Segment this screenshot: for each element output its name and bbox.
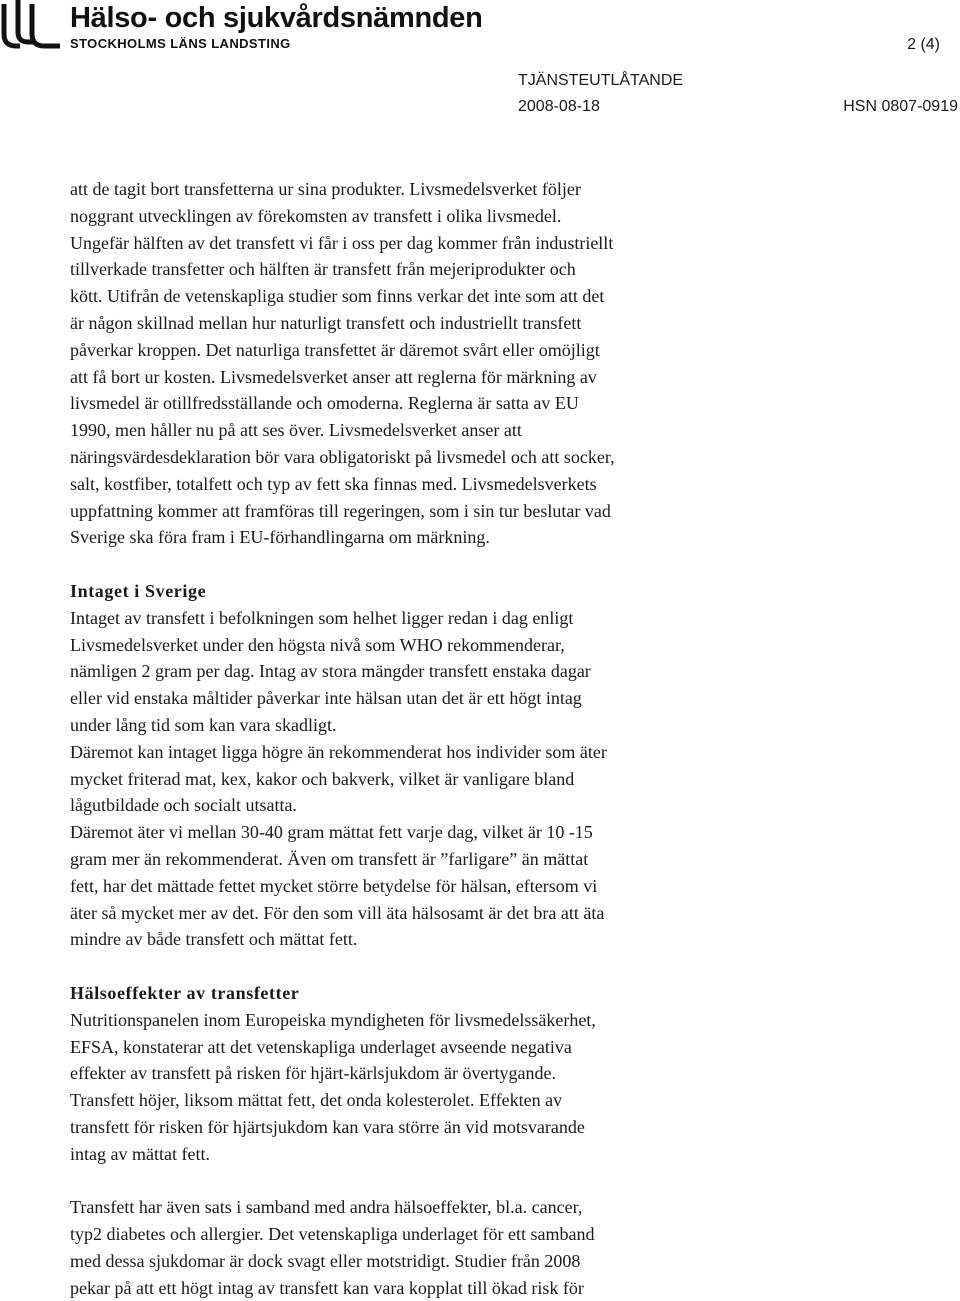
spacer [70,551,790,578]
text-line: Nutritionspanelen inom Europeiska myndigheten för livsmedelssäkerhet, [70,1009,596,1030]
text-line: kött. Utifrån de vetenskapliga studier som finns verkar det inte som att det [70,286,605,307]
text-line: Intaget av transfett i befolkningen som helhet ligger redan i dag enligt [70,607,574,628]
text-line: pekar på att ett högt intag av transfett kan vara kopplat till ökad risk för [70,1277,584,1298]
text-line: transfett för risken för hjärtsjukdom kan vara större än vid motsvarande [70,1116,585,1137]
text-line: livsmedel är otillfredsställande och omoderna. Reglerna är satta av EU [70,393,579,414]
text-line: mindre av både transfett och mättat fett. [70,929,358,950]
org-subtitle: STOCKHOLMS LÄNS LANDSTING [70,36,291,51]
document-body [70,176,790,1301]
text-line: Däremot kan intaget ligga högre än rekommenderat hos individer som äter [70,741,607,762]
spacer [70,953,790,980]
text-line: 1990, men håller nu på att ses över. Livsmedelsverket anser att [70,420,522,441]
text-line: uppfattning kommer att framföras till regeringen, som i sin tur beslutar vad [70,500,611,521]
text-line: fett, har det mättade fettet mycket större betydelse för hälsan, eftersom vi [70,875,598,896]
text-line: Sverige ska föra fram i EU-förhandlingarna om märkning. [70,527,490,548]
paragraph [70,176,790,551]
document-reference: HSN 0807-0919 [843,98,958,115]
text-line: påverkar kroppen. Det naturliga transfettet är däremot svårt eller omöjligt [70,339,600,360]
spacer [70,1167,790,1194]
paragraph [70,1007,790,1168]
text-line: att de tagit bort transfetterna ur sina produkter. Livsmedelsverket följer [70,179,581,199]
text-line: Transfett har även sats i samband med andra hälsoeffekter, bl.a. cancer, [70,1197,583,1218]
text-line: Transfett höjer, liksom mättat fett, det onda kolesterolet. Effekten av [70,1090,563,1111]
text-line: äter så mycket mer av det. För den som vill äta hälsosamt är det bra att äta [70,902,605,923]
text-line: eller vid enstaka måltider påverkar inte hälsan utan det är ett högt intag [70,688,582,709]
paragraph [70,605,790,953]
text-line: gram mer än rekommenderat. Även om transfett är ”farligare” än mättat [70,848,589,869]
landsting-crown-icon [0,0,66,52]
page-number: 2 (4) [907,36,940,53]
org-name: Hälso- och sjukvårdsnämnden [70,2,483,34]
text-line: att få bort ur kosten. Livsmedelsverket anser att reglerna för märkning av [70,366,597,387]
text-line: nämligen 2 gram per dag. Intag av stora mängder transfett enstaka dagar [70,661,591,682]
text-line: tillverkade transfetter och hälften är transfett från mejeriprodukter och [70,259,576,280]
text-line: Däremot äter vi mellan 30-40 gram mättat fett varje dag, vilket är 10 -15 [70,822,593,843]
document-date: 2008-08-18 [518,98,600,115]
text-line: Ungefär hälften av det transfett vi får i oss per dag kommer från industriellt [70,232,614,253]
text-line: under lång tid som kan vara skadligt. [70,714,337,735]
text-line: mycket friterad mat, kex, kakor och bakverk, vilket är vanligare bland [70,768,575,789]
text-line: effekter av transfett på risken för hjärt-kärlsjukdom är övertygande. [70,1063,556,1084]
text-line: intag av mättat fett. [70,1143,210,1164]
text-line: Livsmedelsverket under den högsta nivå som WHO rekommenderar, [70,634,565,655]
text-line: näringsvärdesdeklaration bör vara obligatoriskt på livsmedel och att socker, [70,446,615,467]
text-line: salt, kostfiber, totalfett och typ av fett ska finnas med. Livsmedelsverkets [70,473,597,494]
text-line: lågutbildade och socialt utsatta. [70,795,297,816]
text-line: typ2 diabetes och allergier. Det vetenskapliga underlaget för ett samband [70,1224,595,1245]
text-line: EFSA, konstaterar att det vetenskapliga underlaget avseende negativa [70,1036,572,1057]
text-line: är någon skillnad mellan hur naturligt transfett och industriellt transfett [70,312,582,333]
paragraph [70,1194,790,1301]
organization-logo [0,0,483,56]
section-heading: Intaget i Sverige [70,580,207,601]
document-type: TJÄNSTEUTLÅTANDE [518,72,684,89]
text-line: med dessa sjukdomar är dock svagt eller motstridigt. Studier från 2008 [70,1250,581,1271]
text-line: noggrant utvecklingen av förekomsten av transfett i olika livsmedel. [70,205,562,226]
section-heading: Hälsoeffekter av transfetter [70,982,300,1003]
